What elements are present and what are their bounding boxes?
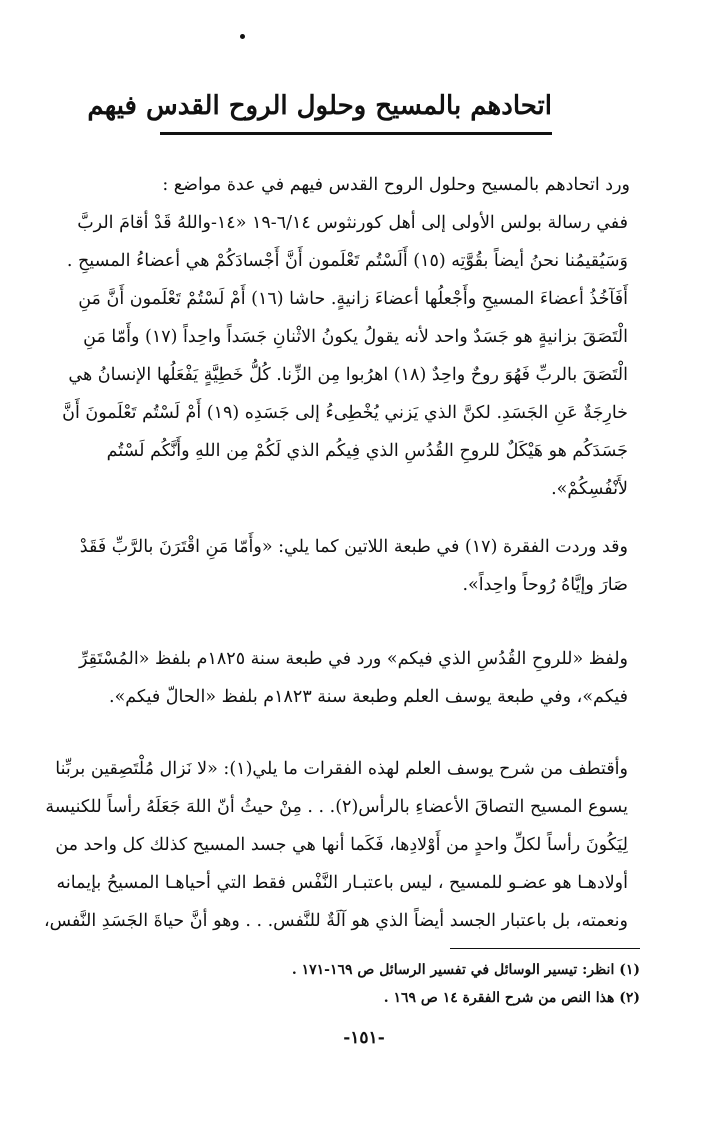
text-line: الْتَصَقَ بالربِّ فَهُوَ روحٌ واحِدٌ (١٨) اهرُبوا مِن الزِّنا. كُلُّ خَطِيَّةٍ يَفْعَلُها الإنسانُ هي [68, 365, 628, 385]
text-line: وأقتطف من شرح يوسف العلم لهذه الفقرات ما يلي(١): «لا نَزال مُلْتَصِقين بربِّنا [55, 759, 628, 779]
intro-line: ورد اتحادهم بالمسيح وحلول الروح القدس فيهم في عدة مواضع : [162, 175, 630, 195]
text-line: جَسَدَكُم هو هَيْكَلٌ للروحِ القُدُسِ الذي فِيكُم الذي لَكُمْ مِن اللهِ وأَنَّكُم لَسْتُم [106, 441, 628, 461]
text-line: صَارَ وإيَّاهُ رُوحاً واحِداً». [462, 575, 628, 595]
text-line: لأَنْفُسِكُمْ». [551, 479, 628, 499]
page-number: -١٥١- [343, 1028, 385, 1048]
footnote-1: (١) انظر: تيسير الوسائل في تفسير الرسائل ص ١٦٩-١٧١ . [291, 962, 640, 978]
text-line: وَسَيُقيمُنا نحنُ أيضاً بقُوَّتِه (١٥) أَلَسْتُم تَعْلَمون أَنَّ أَجْسادَكُمْ هي أعضاءُ المسيحِ . [66, 251, 628, 271]
footnote-separator [450, 948, 640, 949]
text-line: يسوع المسيح التصاقَ الأعضاءِ بالرأس(٢). . . مِنْ حيثُ أنّ اللهَ جَعَلَهُ رأساً للكنيسة [45, 797, 628, 817]
paragraph-wording-variants [78, 640, 628, 716]
text-line: ولفظ «للروحِ القُدُسِ الذي فيكم» ورد في طبعة سنة ١٨٢٥م بلفظ «المُسْتَقِرِّ [78, 649, 628, 669]
paragraph-latin-edition [78, 528, 628, 604]
text-line: ففي رسالة بولس الأولى إلى أهل كورنثوس ٦/١٤-١٩ «١٤-واللهُ قَدْ أقامَ الربَّ [77, 213, 628, 233]
title-underline [160, 132, 552, 135]
paragraph-corinthians-quote [62, 204, 628, 508]
text-line: الْتَصَقَ بزانيةٍ هو جَسَدٌ واحد لأنه يقولُ يكونُ الاثْنانِ جَسَداً واحِداً (١٧) وأَمّا مَنِ [83, 327, 628, 347]
text-line: لِيَكُونَ رأساً لكلِّ واحدٍ من أَوْلادِها، فَكَما أنها هي جسد المسيح كذلك كل واحد من [55, 835, 628, 855]
text-line: أَفَآخُذُ أعضاءَ المسيحِ وأَجْعلُها أعضاءَ زانيةٍ. حاشا (١٦) أَمْ لَسْتُمْ تَعْلَمون أَنَّ مَنِ [78, 289, 628, 309]
paragraph-commentary-quote [43, 750, 628, 940]
text-line: أولادهـا هو عضـو للمسيح ، ليس باعتبـار النَّفْس فقط التي أحياهـا المسيحُ بإيمانه [56, 873, 628, 893]
text-line: خارِجَةٌ عَنِ الجَسَدِ. لكنَّ الذي يَزني يُخْطِىءُ إلى جَسَدِه (١٩) أَمْ لَسْتُم تَعْلَمونَ أَنَّ [62, 403, 628, 423]
text-line: فيكم»، وفي طبعة يوسف العلم وطبعة سنة ١٨٢٣م بلفظ «الحالّ فيكم». [109, 687, 628, 707]
section-title: اتحادهم بالمسيح وحلول الروح القدس فيهم [87, 91, 552, 121]
footnote-2: (٢) هذا النص من شرح الفقرة ١٤ ص ١٦٩ . [383, 990, 640, 1006]
top-dot-mark [240, 34, 245, 39]
text-line: ونعمته، بل باعتبار الجسد أيضاً الذي هو آلَةٌ للنَّفس. . . وهو أنَّ حياةَ الجَسَدِ النَّفس، [43, 911, 628, 931]
footnotes [80, 956, 640, 1012]
text-line: وقد وردت الفقرة (١٧) في طبعة اللاتين كما يلي: «وأَمّا مَنِ اقْتَرَنَ بالرَّبِّ فَقَدْ [79, 537, 628, 557]
